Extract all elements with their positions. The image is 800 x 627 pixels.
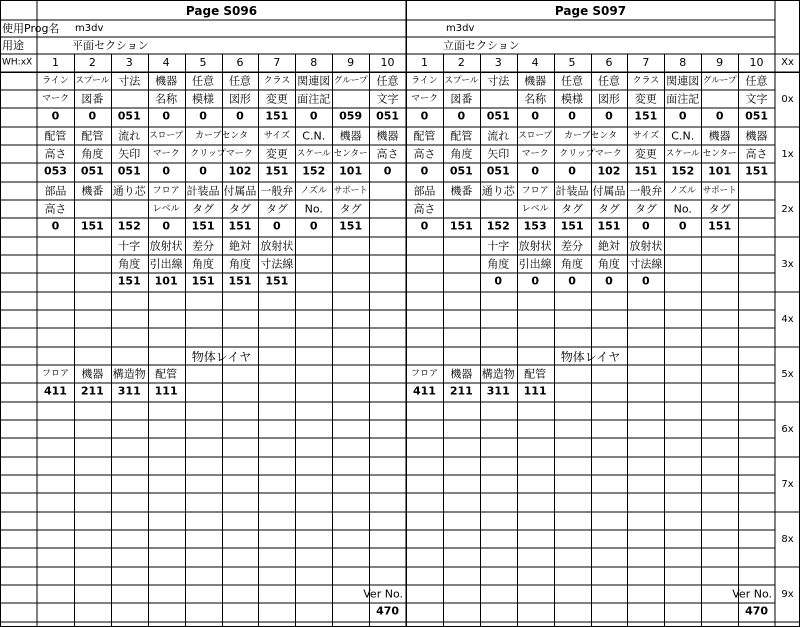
layer-value: 0	[309, 219, 318, 233]
purpose-text: 平面セクション	[72, 39, 149, 52]
field-label: 差分	[561, 239, 584, 253]
layer-value: 101	[708, 164, 732, 178]
layer-value: 151	[117, 274, 141, 288]
field-label: マーク	[41, 94, 69, 104]
layer-value: 102	[228, 164, 252, 178]
field-label: サポート	[702, 186, 739, 196]
section-title: 物体レイヤ	[191, 350, 252, 364]
layer-value: 111	[154, 384, 178, 398]
field-label: 配管	[155, 367, 178, 381]
layer-value: 151	[80, 219, 104, 233]
field-label: カーブセンタ	[563, 131, 618, 141]
field-label: クリップマーク	[190, 149, 253, 159]
layer-value: 411	[412, 384, 436, 398]
column-number: 7	[273, 56, 281, 69]
field-label: Ver No.	[732, 587, 772, 601]
field-label: 関連図	[666, 74, 700, 88]
row-label: WH:xX	[2, 57, 33, 68]
field-label: 図形	[597, 92, 620, 106]
field-label: タグ	[339, 202, 362, 216]
field-label: Ver No.	[363, 587, 403, 601]
layer-value: 0	[162, 109, 170, 123]
field-label: タグ	[597, 202, 620, 216]
field-label: 変更	[634, 92, 657, 106]
field-label: スロープ	[149, 131, 185, 141]
field-label: 機番	[450, 184, 473, 198]
field-label: 計装品	[186, 184, 220, 198]
layer-value: 0	[457, 109, 466, 123]
field-label: 寸法	[487, 74, 510, 88]
field-label: カーブセンタ	[194, 131, 249, 141]
field-label: タグ	[265, 202, 288, 216]
layer-value: 151	[228, 274, 252, 288]
field-label: タグ	[228, 202, 251, 216]
field-label: ライン	[411, 76, 438, 86]
field-label: フロア	[152, 186, 180, 196]
field-label: 任意	[228, 74, 251, 88]
field-label: グループ	[333, 76, 369, 86]
field-label: 図形	[228, 92, 251, 106]
field-label: 任意	[745, 74, 768, 88]
layer-value: 152	[486, 219, 510, 233]
layer-value: 0	[642, 219, 650, 233]
page-title: Page S096	[185, 4, 258, 18]
field-label: 機器	[339, 129, 362, 143]
band-label: 1x	[781, 149, 794, 160]
field-label: 機器	[376, 129, 399, 143]
field-label: 関連図	[297, 74, 331, 88]
field-label: 任意	[192, 74, 215, 88]
field-label: 機器	[745, 129, 768, 143]
field-label: フロア	[41, 369, 69, 379]
field-label: スケール	[665, 149, 702, 159]
layer-value: 211	[449, 384, 473, 398]
layer-value: 0	[568, 164, 576, 178]
column-number: 9	[716, 56, 724, 69]
field-label: 任意	[376, 74, 399, 88]
band-label: 5x	[781, 369, 794, 380]
band-label: 3x	[781, 259, 794, 270]
layer-value: 0	[199, 109, 207, 123]
column-number: 10	[749, 56, 764, 69]
field-label: タグ	[192, 202, 215, 216]
field-label: 高さ	[44, 202, 67, 216]
field-label: 付属品	[592, 184, 626, 198]
field-label: 模様	[192, 92, 215, 106]
layer-value: 151	[449, 219, 473, 233]
layer-value: 151	[265, 109, 289, 123]
layer-value: 0	[199, 164, 207, 178]
field-label: 角度	[487, 257, 510, 271]
layer-value: 0	[162, 219, 170, 233]
field-label: No.	[304, 202, 323, 216]
field-label: 通り芯	[112, 184, 146, 198]
layer-value: 151	[191, 274, 215, 288]
field-label: クラス	[263, 76, 291, 86]
layer-value: 0	[420, 219, 429, 233]
column-number: 2	[457, 56, 465, 69]
layer-value: 0	[273, 219, 281, 233]
layer-value: 051	[745, 109, 769, 123]
field-label: 機器	[450, 367, 473, 381]
layer-value: 051	[449, 164, 473, 178]
field-label: スプール	[75, 76, 111, 86]
field-label: クラス	[632, 76, 660, 86]
field-label: 名称	[155, 92, 178, 106]
column-number: 5	[199, 56, 207, 69]
field-label: 配管	[81, 129, 104, 143]
field-label: 構造物	[481, 367, 515, 381]
column-number: 10	[380, 56, 395, 69]
layer-value: 0	[678, 109, 687, 123]
layer-value: 151	[265, 274, 289, 288]
column-number: 6	[605, 56, 613, 69]
field-label: 角度	[81, 147, 104, 161]
prog-name: m3dv	[75, 23, 104, 34]
layer-value: 311	[486, 384, 510, 398]
field-label: 矢印	[118, 147, 141, 161]
layer-value: 0	[531, 109, 539, 123]
field-label: マーク	[410, 94, 438, 104]
field-label: 変更	[634, 147, 657, 161]
column-number: 8	[310, 56, 318, 69]
column-number: 8	[679, 56, 687, 69]
field-label: 放射状	[629, 239, 663, 253]
field-label: 角度	[192, 257, 215, 271]
field-label: 任意	[597, 74, 620, 88]
row-label: 用途	[2, 39, 24, 52]
layer-value: 0	[494, 274, 503, 288]
field-label: C.N.	[671, 129, 695, 143]
layer-value: 0	[605, 274, 613, 288]
layer-value: 151	[634, 109, 658, 123]
layer-value: 0	[531, 274, 539, 288]
prog-name: m3dv	[446, 23, 475, 34]
field-label: 寸法	[118, 74, 141, 88]
layer-value: 0	[162, 164, 170, 178]
field-label: フロア	[410, 369, 438, 379]
field-label: 面注記	[297, 92, 331, 106]
band-label: 0x	[781, 94, 794, 105]
layer-value: 0	[678, 219, 687, 233]
layer-value: 101	[339, 164, 363, 178]
column-number: 4	[531, 56, 539, 69]
field-label: 部品	[413, 184, 436, 198]
layer-value: 051	[117, 109, 141, 123]
column-number: 3	[494, 56, 502, 69]
layer-value: 151	[265, 164, 289, 178]
field-label: 一般弁	[260, 184, 294, 198]
layer-value: 152	[302, 164, 326, 178]
layer-value: 151	[191, 219, 215, 233]
layer-value: 151	[745, 164, 769, 178]
layer-value: 211	[80, 384, 104, 398]
field-label: スプール	[444, 76, 480, 86]
field-label: 配管	[450, 129, 473, 143]
field-label: 変更	[265, 92, 288, 106]
layer-value: 0	[51, 109, 60, 123]
layer-value: 0	[568, 109, 576, 123]
layer-value: 0	[51, 219, 60, 233]
layer-value: 151	[560, 219, 584, 233]
field-label: スケール	[296, 149, 333, 159]
layer-value: 152	[671, 164, 695, 178]
field-label: 構造物	[112, 367, 146, 381]
field-label: 配管	[44, 129, 67, 143]
column-number: 7	[642, 56, 650, 69]
field-label: 矢印	[487, 147, 510, 161]
row-label: 使用Prog名	[2, 22, 60, 35]
layer-value: 051	[80, 164, 104, 178]
field-label: 寸法線	[629, 257, 663, 271]
field-label: タグ	[561, 202, 584, 216]
field-label: 任意	[561, 74, 584, 88]
field-label: 高さ	[413, 202, 436, 216]
band-label: 7x	[781, 479, 794, 490]
layer-value: 051	[376, 109, 400, 123]
layer-value: 0	[605, 109, 613, 123]
layer-value: 053	[43, 164, 67, 178]
layer-value: 0	[715, 109, 724, 123]
field-label: 変更	[265, 147, 288, 161]
layer-value: 0	[236, 109, 244, 123]
field-label: サイズ	[632, 131, 659, 141]
column-number: 9	[347, 56, 355, 69]
layer-value: 102	[597, 164, 621, 178]
field-label: 角度	[228, 257, 251, 271]
purpose-text: 立面セクション	[443, 39, 520, 52]
field-label: 面注記	[666, 92, 700, 106]
field-label: 通り芯	[481, 184, 515, 198]
field-label: 部品	[44, 184, 67, 198]
field-label: サポート	[333, 186, 370, 196]
field-label: 流れ	[118, 129, 141, 143]
layer-value: 0	[531, 164, 539, 178]
column-number: 4	[162, 56, 170, 69]
field-label: フロア	[521, 186, 549, 196]
layer-value: 101	[154, 274, 178, 288]
field-label: 差分	[192, 239, 215, 253]
band-header-label: Xx	[781, 57, 794, 68]
field-label: 機番	[81, 184, 104, 198]
field-label: 付属品	[223, 184, 257, 198]
layer-value: 151	[634, 164, 658, 178]
field-label: 十字	[487, 239, 510, 253]
field-label: 角度	[450, 147, 473, 161]
field-label: 高さ	[413, 147, 436, 161]
field-label: 機器	[708, 129, 731, 143]
band-label: 6x	[781, 424, 794, 435]
field-label: 絶対	[228, 239, 251, 253]
field-label: ノズル	[300, 186, 328, 196]
field-label: グループ	[702, 76, 738, 86]
layer-value: 0	[309, 109, 318, 123]
field-label: 図番	[81, 92, 104, 106]
layer-value: 0	[420, 109, 429, 123]
band-label: 2x	[781, 204, 794, 215]
field-label: 角度	[597, 257, 620, 271]
layer-value: 411	[43, 384, 67, 398]
layer-value: 151	[339, 219, 363, 233]
field-label: サイズ	[263, 131, 290, 141]
field-label: センター	[333, 149, 370, 159]
field-label: 十字	[118, 239, 141, 253]
layer-value: 0	[642, 274, 650, 288]
field-label: レベル	[521, 204, 549, 214]
column-number: 1	[51, 56, 59, 69]
layer-value: 0	[568, 274, 576, 288]
field-label: 配管	[524, 367, 547, 381]
field-label: 一般弁	[629, 184, 663, 198]
layer-value: 470	[376, 604, 400, 618]
layer-value: 051	[117, 164, 141, 178]
field-label: センター	[702, 149, 739, 159]
field-label: 流れ	[487, 129, 510, 143]
field-label: マーク	[152, 149, 180, 159]
page-title: Page S097	[554, 4, 627, 18]
layer-value: 152	[117, 219, 141, 233]
layer-value: 151	[708, 219, 732, 233]
field-label: レベル	[152, 204, 180, 214]
band-label: 8x	[781, 534, 794, 545]
column-number: 1	[420, 56, 428, 69]
layer-value: 151	[228, 219, 252, 233]
field-label: タグ	[708, 202, 731, 216]
field-label: 絶対	[597, 239, 620, 253]
field-label: 高さ	[44, 147, 67, 161]
field-label: 放射状	[149, 239, 183, 253]
band-label: 9x	[781, 589, 794, 600]
field-label: 高さ	[745, 147, 768, 161]
column-number: 2	[88, 56, 96, 69]
layer-value: 0	[420, 164, 429, 178]
field-label: C.N.	[302, 129, 326, 143]
layer-value: 111	[523, 384, 547, 398]
layer-value: 0	[88, 109, 97, 123]
field-label: 配管	[413, 129, 436, 143]
field-label: 角度	[118, 257, 141, 271]
field-label: ノズル	[669, 186, 697, 196]
column-number: 3	[125, 56, 133, 69]
field-label: 文字	[376, 92, 399, 106]
field-label: クリップマーク	[559, 149, 622, 159]
field-label: スロープ	[518, 131, 554, 141]
field-label: 文字	[745, 92, 768, 106]
field-label: マーク	[521, 149, 549, 159]
field-label: 機器	[524, 74, 547, 88]
layer-value: 311	[117, 384, 141, 398]
layer-value: 051	[486, 164, 510, 178]
field-label: 引出線	[149, 257, 183, 271]
column-number: 5	[568, 56, 576, 69]
field-label: ライン	[42, 76, 69, 86]
field-label: No.	[673, 202, 692, 216]
field-label: 機器	[155, 74, 178, 88]
field-label: 計装品	[555, 184, 589, 198]
layer-value: 051	[486, 109, 510, 123]
field-label: 引出線	[518, 257, 552, 271]
field-label: 模様	[561, 92, 584, 106]
layer-value: 470	[745, 604, 769, 618]
field-label: 機器	[81, 367, 104, 381]
column-number: 6	[236, 56, 244, 69]
field-label: 図番	[450, 92, 473, 106]
section-title: 物体レイヤ	[560, 350, 621, 364]
field-label: タグ	[634, 202, 657, 216]
field-label: 放射状	[260, 239, 294, 253]
layer-value: 151	[597, 219, 621, 233]
layer-value: 059	[339, 109, 363, 123]
field-label: 放射状	[518, 239, 552, 253]
field-label: 角度	[561, 257, 584, 271]
layer-value: 0	[383, 164, 392, 178]
band-label: 4x	[781, 314, 794, 325]
field-label: 寸法線	[260, 257, 294, 271]
field-label: 高さ	[376, 147, 399, 161]
field-label: 名称	[524, 92, 547, 106]
layer-value: 153	[523, 219, 547, 233]
